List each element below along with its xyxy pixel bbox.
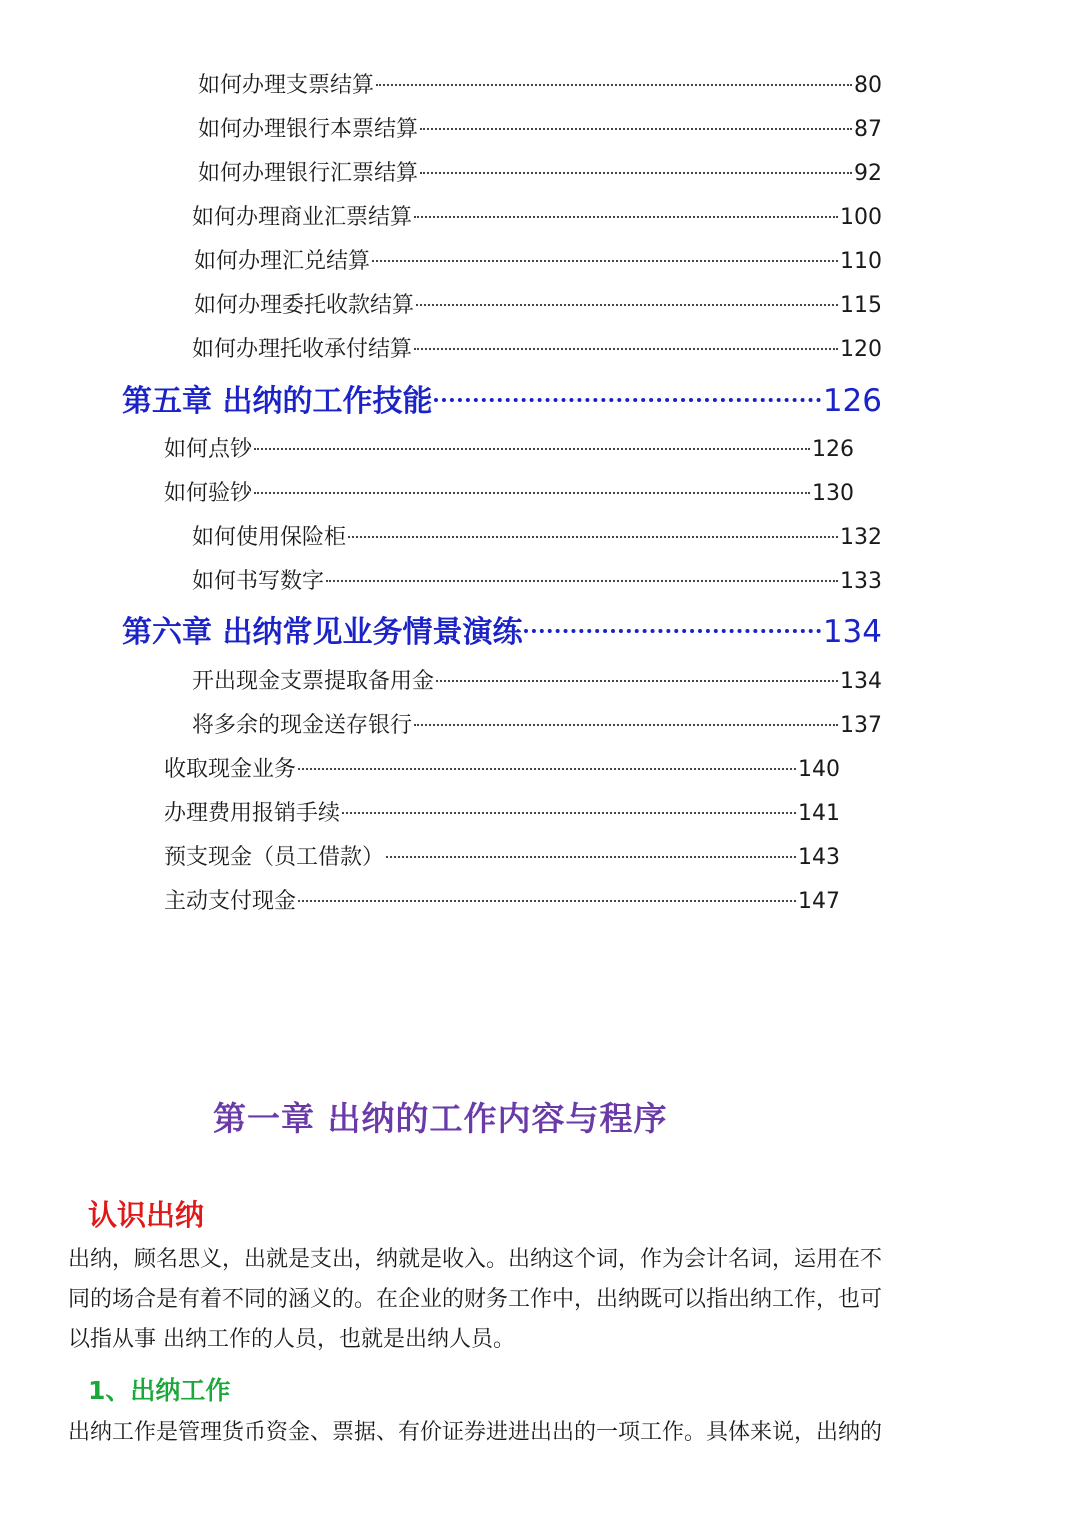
toc-entry-page: 120 <box>840 337 882 362</box>
toc-leader-dots <box>254 492 810 494</box>
toc-entry-title: 开出现金支票提取备用金 <box>192 669 435 694</box>
toc-leader-dots <box>298 900 796 902</box>
toc-entry[interactable] <box>164 755 840 785</box>
paragraph-line: 同的场合是有着不同的涵义的。在企业的财务工作中，出纳既可以指出纳工作，也可 <box>68 1287 883 1312</box>
toc-entry-title: 如何使用保险柜 <box>192 525 347 550</box>
toc-leader-dots <box>434 398 820 402</box>
subsection-paragraph <box>68 1413 1018 1453</box>
toc-entry-title: 如何办理委托收款结算 <box>194 293 415 318</box>
paragraph-line: 以指从事 出纳工作的人员，也就是出纳人员。 <box>68 1327 515 1352</box>
toc-entry-page: 143 <box>798 845 840 870</box>
toc-entry-title: 如何办理商业汇票结算 <box>192 205 413 230</box>
toc-leader-dots <box>414 216 838 218</box>
toc-entry[interactable] <box>192 203 882 233</box>
toc-entry-title: 如何点钞 <box>164 437 253 462</box>
section-paragraph <box>68 1240 1018 1360</box>
section-title: 认识出纳 <box>88 1198 205 1232</box>
toc-entry[interactable] <box>192 567 882 597</box>
toc-entry-title: 如何验钞 <box>164 481 253 506</box>
toc-leader-dots <box>348 536 838 538</box>
toc-entry-page: 130 <box>812 481 854 506</box>
toc-leader-dots <box>342 812 796 814</box>
toc-chapter-title: 第六章 出纳常见业务情景演练 <box>122 615 523 650</box>
toc-entry[interactable] <box>192 711 882 741</box>
toc-entry-page: 134 <box>840 669 882 694</box>
toc-leader-dots <box>420 128 852 130</box>
toc-entry[interactable] <box>164 843 840 873</box>
toc-entry-page: 80 <box>854 73 882 98</box>
toc-leader-dots <box>436 680 838 682</box>
toc-entry[interactable] <box>192 523 882 553</box>
toc-entry-page: 140 <box>798 757 840 782</box>
toc-entry-page: 110 <box>840 249 882 274</box>
toc-entry-title: 主动支付现金 <box>164 889 297 914</box>
toc-chapter-entry[interactable] <box>122 381 882 422</box>
toc-chapter-entry[interactable] <box>122 612 882 653</box>
toc-entry-title: 收取现金业务 <box>164 757 297 782</box>
toc-entry[interactable] <box>164 799 840 829</box>
toc-entry[interactable] <box>164 479 854 509</box>
toc-entry-page: 126 <box>812 437 854 462</box>
toc-entry[interactable] <box>194 291 882 321</box>
toc-entry-title: 如何办理支票结算 <box>198 73 375 98</box>
toc-entry-title: 将多余的现金送存银行 <box>192 713 413 738</box>
toc-leader-dots <box>414 348 838 350</box>
toc-entry-page: 133 <box>840 569 882 594</box>
toc-entry-page: 87 <box>854 117 882 142</box>
toc-entry-title: 如何办理汇兑结算 <box>194 249 371 274</box>
toc-chapter-page: 126 <box>822 383 882 419</box>
toc-chapter-page: 134 <box>822 614 882 650</box>
paragraph-line: 出纳，顾名思义，出就是支出，纳就是收入。出纳这个词，作为会计名词，运用在不 <box>68 1247 883 1272</box>
toc-entry-page: 132 <box>840 525 882 550</box>
toc-leader-dots <box>524 629 820 633</box>
toc-entry-page: 147 <box>798 889 840 914</box>
toc-entry[interactable] <box>194 247 882 277</box>
toc-leader-dots <box>372 260 838 262</box>
toc-entry[interactable] <box>198 71 882 101</box>
toc-entry[interactable] <box>164 435 854 465</box>
toc-leader-dots <box>254 448 810 450</box>
toc-entry[interactable] <box>192 667 882 697</box>
toc-entry-page: 92 <box>854 161 882 186</box>
chapter-title: 第一章 出纳的工作内容与程序 <box>213 1099 668 1138</box>
toc-entry-title: 如何办理银行汇票结算 <box>198 161 419 186</box>
toc-entry[interactable] <box>198 159 882 189</box>
toc-chapter-title: 第五章 出纳的工作技能 <box>122 384 433 419</box>
toc-entry[interactable] <box>198 115 882 145</box>
toc-leader-dots <box>414 724 838 726</box>
toc-entry-page: 100 <box>840 205 882 230</box>
paragraph-line: 出纳工作是管理货币资金、票据、有价证券进进出出的一项工作。具体来说，出纳的 <box>68 1420 883 1445</box>
toc-entry-title: 办理费用报销手续 <box>164 801 341 826</box>
toc-leader-dots <box>386 856 796 858</box>
toc-entry-page: 115 <box>840 293 882 318</box>
toc-leader-dots <box>416 304 838 306</box>
toc-entry[interactable] <box>164 887 840 917</box>
toc-leader-dots <box>326 580 838 582</box>
toc-entry-title: 如何办理托收承付结算 <box>192 337 413 362</box>
toc-entry[interactable] <box>192 335 882 365</box>
toc-entry-page: 141 <box>798 801 840 826</box>
subsection-title: 1、出纳工作 <box>88 1376 231 1405</box>
toc-entry-title: 如何书写数字 <box>192 569 325 594</box>
toc-entry-title: 如何办理银行本票结算 <box>198 117 419 142</box>
toc-leader-dots <box>376 84 852 86</box>
toc-leader-dots <box>298 768 796 770</box>
toc-entry-title: 预支现金（员工借款） <box>164 845 385 870</box>
toc-entry-page: 137 <box>840 713 882 738</box>
toc-leader-dots <box>420 172 852 174</box>
